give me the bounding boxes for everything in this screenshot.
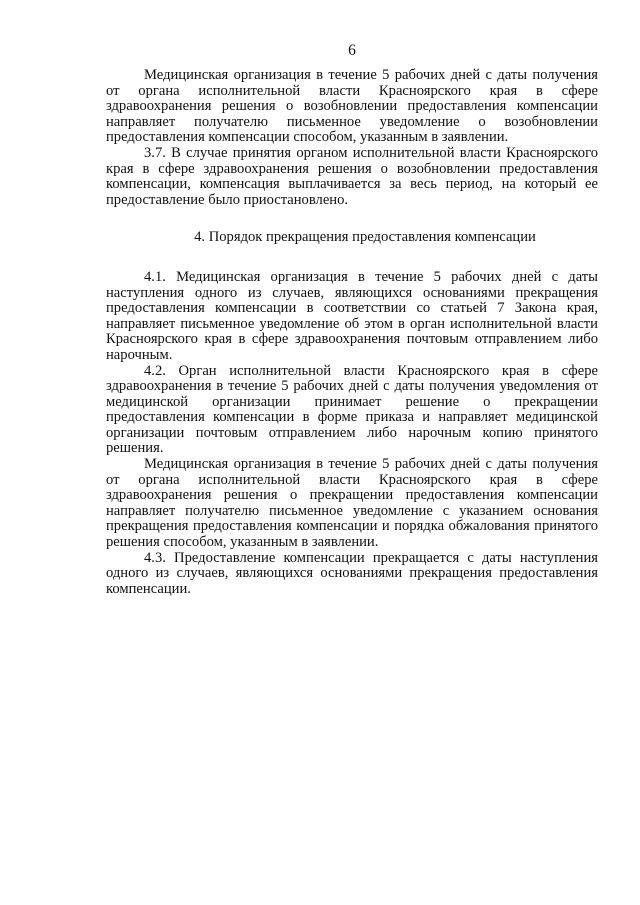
paragraph-4-3: 4.3. Предоставление компенсации прекращается с даты наступления одного из случаев, являющихся основаниями прекращения предоставления компенсации.	[106, 549, 598, 597]
page-number: 6	[348, 42, 356, 59]
document-body	[106, 68, 598, 597]
section-heading-4: 4. Порядок прекращения предоставления компенсации	[194, 229, 536, 246]
paragraph-resumption-notice: Медицинская организация в течение 5 рабочих дней с даты получения от органа исполнительной власти Красноярского края в сфере здравоохранения решения о возобновлении предоставления компенсации направляет получателю письменное уведомление о возобновлении предоставления компенсации способом, указанным в заявлении.	[106, 67, 598, 146]
paragraph-3-7: 3.7. В случае принятия органом исполнительной власти Красноярского края в сфере здравоохранения решения о возобновлении предоставления компенсации, компенсация выплачивается за весь период, на который ее предоставление было приостановлено.	[106, 144, 598, 208]
document-page	[106, 0, 598, 905]
paragraph-termination-notice: Медицинская организация в течение 5 рабочих дней с даты получения от органа исполнительной власти Красноярского края в сфере здравоохранения решения о прекращении предоставления компенсации направляет получателю письменное уведомление с указанием основания прекращения предоставления компенсации и порядка обжалования принятого решения способом, указанным в заявлении.	[106, 456, 598, 551]
paragraph-4-2: 4.2. Орган исполнительной власти Красноярского края в сфере здравоохранения в течение 5 рабочих дней с даты получения уведомления от медицинской организации принимает решение о прекращении предоставления компенсации в форме приказа и направляет медицинской организации почтовым отправлением либо нарочным копию принятого решения.	[106, 362, 598, 457]
paragraph-4-1: 4.1. Медицинская организация в течение 5 рабочих дней с даты наступления одного из случаев, являющихся основаниями прекращения предоставления компенсации в соответствии со статьей 7 Закона края, направляет письменное уведомление об этом в орган исполнительной власти Красноярского края в сфере здравоохранения почтовым отправлением либо нарочным.	[106, 268, 598, 363]
